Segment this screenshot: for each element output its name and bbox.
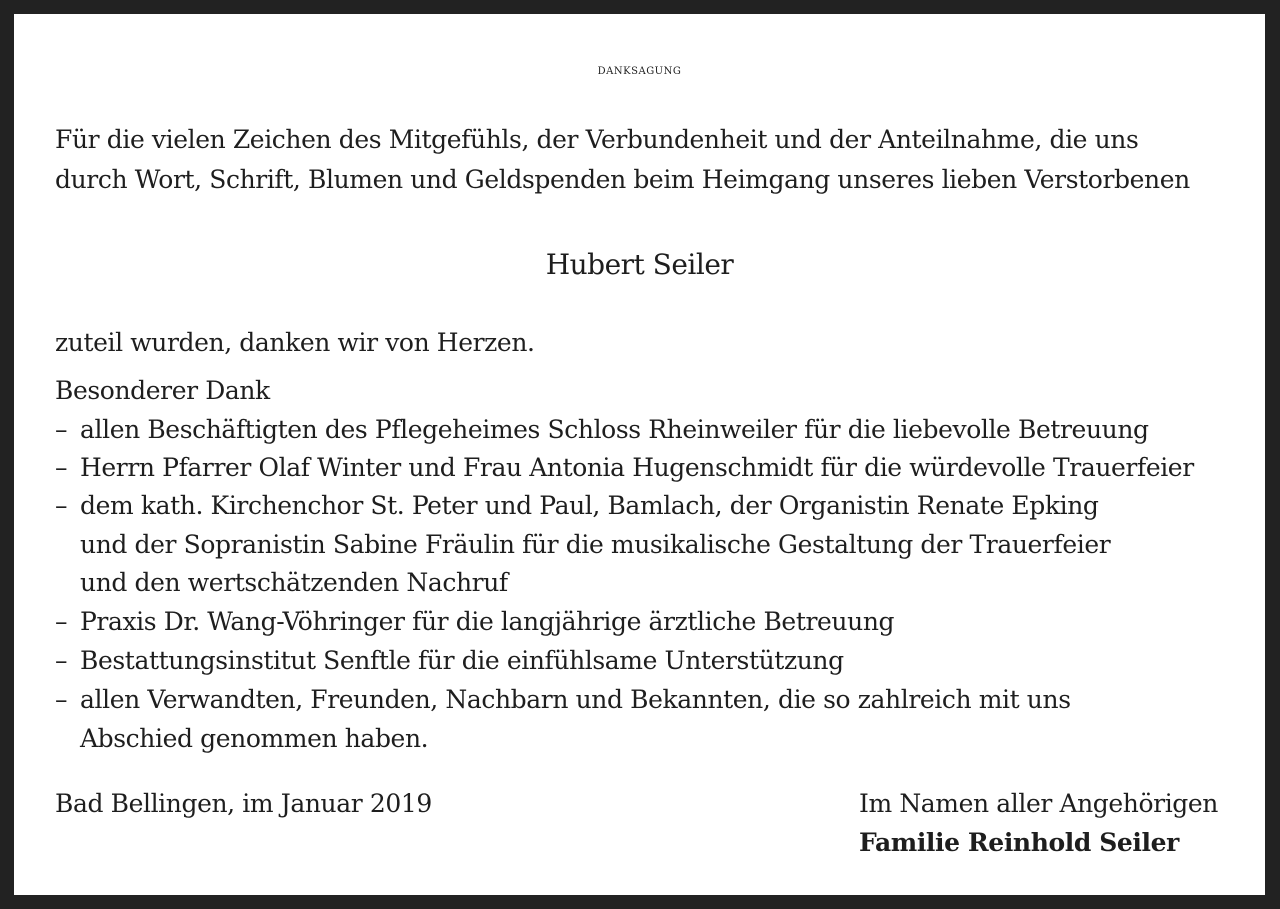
intro-line-2: durch Wort, Schrift, Blumen und Geldspenden beim Heimgang unseres lieben Verstorbenen [55, 165, 1190, 194]
special-thanks-label: Besonderer Dank [55, 376, 270, 405]
obituary-thank-you-notice [14, 14, 1265, 895]
deceased-name: Hubert Seiler [545, 248, 734, 281]
thanks-item-4 [55, 607, 894, 637]
thanks-item-1 [55, 415, 1149, 445]
thanks-item-text: allen Verwandten, Freunden, Nachbarn und Bekannten, die so zahlreich mit uns [80, 685, 1071, 714]
after-name-text: zuteil wurden, danken wir von Herzen. [55, 328, 535, 357]
thanks-item-text: Praxis Dr. Wang-Vöhringer für die langjährige ärztliche Betreuung [80, 607, 895, 636]
bullet-dash: – [55, 646, 68, 675]
signature-family: Familie Reinhold Seiler [859, 828, 1179, 857]
intro-line-1: Für die vielen Zeichen des Mitgefühls, der Verbundenheit und der Anteilnahme, die uns [55, 125, 1139, 154]
bullet-dash: – [55, 453, 68, 482]
thanks-item-text: Bestattungsinstitut Senftle für die einfühlsame Unterstützung [80, 646, 844, 675]
bullet-dash: – [55, 415, 68, 444]
thanks-item-3-continuation: und der Sopranistin Sabine Fräulin für die musikalische Gestaltung der Trauerfeier [80, 530, 1111, 559]
notice-heading: DANKSAGUNG [597, 66, 682, 77]
bullet-dash: – [55, 607, 68, 636]
thanks-item-3-continuation: und den wertschätzenden Nachruf [80, 568, 508, 597]
thanks-item-text: dem kath. Kirchenchor St. Peter und Paul, Bamlach, der Organistin Renate Epking [80, 491, 1099, 520]
thanks-item-text: Herrn Pfarrer Olaf Winter und Frau Antonia Hugenschmidt für die würdevolle Trauerfeier [80, 453, 1194, 482]
thanks-item-2 [55, 453, 1194, 483]
bullet-dash: – [55, 685, 68, 714]
place-date: Bad Bellingen, im Januar 2019 [55, 789, 432, 818]
thanks-item-text: allen Beschäftigten des Pflegeheimes Schloss Rheinweiler für die liebevolle Betreuung [80, 415, 1149, 444]
thanks-item-6-continuation: Abschied genommen haben. [80, 724, 429, 753]
thanks-item-5 [55, 646, 844, 676]
bullet-dash: – [55, 491, 68, 520]
thanks-item-3 [55, 491, 1099, 521]
thanks-item-6 [55, 685, 1071, 715]
signature-intro: Im Namen aller Angehörigen [859, 789, 1218, 818]
